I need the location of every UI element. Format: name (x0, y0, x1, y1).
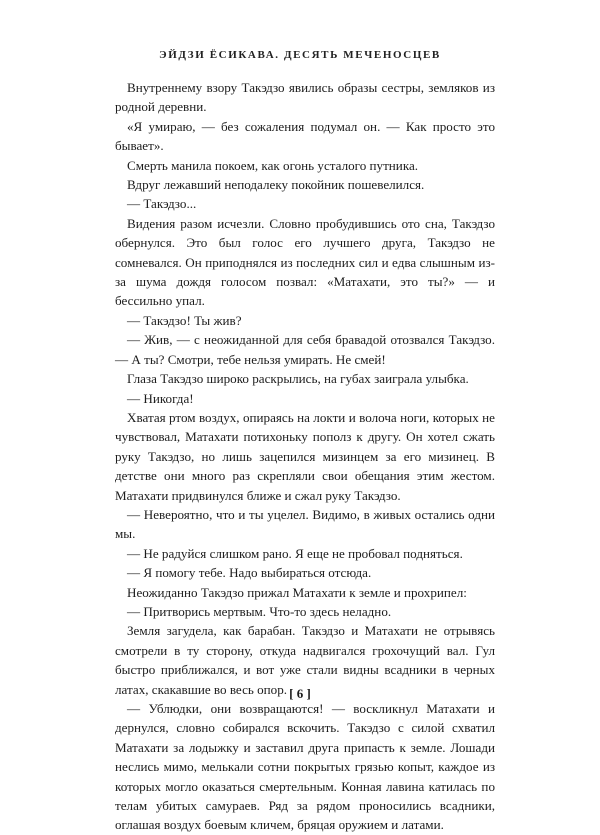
paragraph: — Жив, — с неожиданной для себя бравадой отозвался Такэдзо. — А ты? Смотри, тебе нельзя умирать. Не смей! (115, 332, 495, 367)
paragraph: Видения разом исчезли. Словно пробудившись ото сна, Такэдзо обернулся. Это был голос его лучшего друга, Такэдзо не сомневался. Он приподнялся из последних сил и едва слышным из-за шума дождя голосом позвал: «Матахати, это ты?» — и бессильно упал. (115, 215, 495, 309)
paragraph: — Никогда! (127, 390, 194, 406)
running-head: ЭЙДЗИ ЁСИКАВА. ДЕСЯТЬ МЕЧЕНОСЦЕВ (159, 49, 441, 61)
paragraph: Внутреннему взору Такэдзо явились образы сестры, земляков из родной деревни. (115, 80, 495, 115)
paragraph: Глаза Такэдзо широко раскрылись, на губах заиграла улыбка. (127, 371, 469, 387)
paragraph: — Такэдзо... (127, 196, 197, 212)
paragraph: Неожиданно Такэдзо прижал Матахати к земле и прохрипел: (127, 584, 467, 600)
body-text (115, 78, 495, 835)
paragraph: Хватая ртом воздух, опираясь на локти и волоча ноги, которых не чувствовал, Матахати потихоньку пополз к другу. Он хотел сжать руку Такэдзо, но лишь зацепился мизинцем за его мизинец. В детстве они много раз скрепляли свои обещания этим жестом. Матахати придвинулся ближе и сжал руку Такэдзо. (115, 409, 495, 503)
paragraph: Земля загудела, как барабан. Такэдзо и Матахати не отрывясь смотрели в ту сторону, откуда надвигался грохочущий вал. Гул быстро приближался, и вот уже стали видны всадники в черных латах, скакавшие во весь опор. (115, 623, 495, 697)
paragraph: Смерть манила покоем, как огонь усталого путника. (127, 157, 419, 173)
page-number: [ 6 ] (289, 686, 311, 701)
paragraph: — Невероятно, что и ты уцелел. Видимо, в живых остались одни мы. (115, 506, 495, 542)
paragraph: Вдруг лежавший неподалеку покойник пошевелился. (127, 177, 425, 193)
paragraph: — Я помогу тебе. Надо выбираться отсюда. (127, 565, 372, 581)
paragraph: — Не радуйся слишком рано. Я еще не пробовал подняться. (127, 545, 463, 561)
paragraph: — Ублюдки, они возвращаются! — воскликнул Матахати и дернулся, словно собирался вскочить. Такэдзо с силой схватил Матахати за лодыжку и заставил друга припасть к земле. Лошади неслись мимо, мелькали сотни покрытых грязью копыт, каждое из которых могло оказаться смертельным. Конная лавина катилась по телам убитых самураев. Ряд за рядом проносились всадники, оглашая воздух боевым кличем, бряцая оружием и латами. (115, 701, 495, 833)
paragraph: «Я умираю, — без сожаления подумал он. — Как просто это бывает». (115, 118, 495, 154)
paragraph: — Такэдзо! Ты жив? (127, 312, 242, 328)
paragraph: — Притворись мертвым. Что-то здесь неладно. (127, 603, 392, 619)
